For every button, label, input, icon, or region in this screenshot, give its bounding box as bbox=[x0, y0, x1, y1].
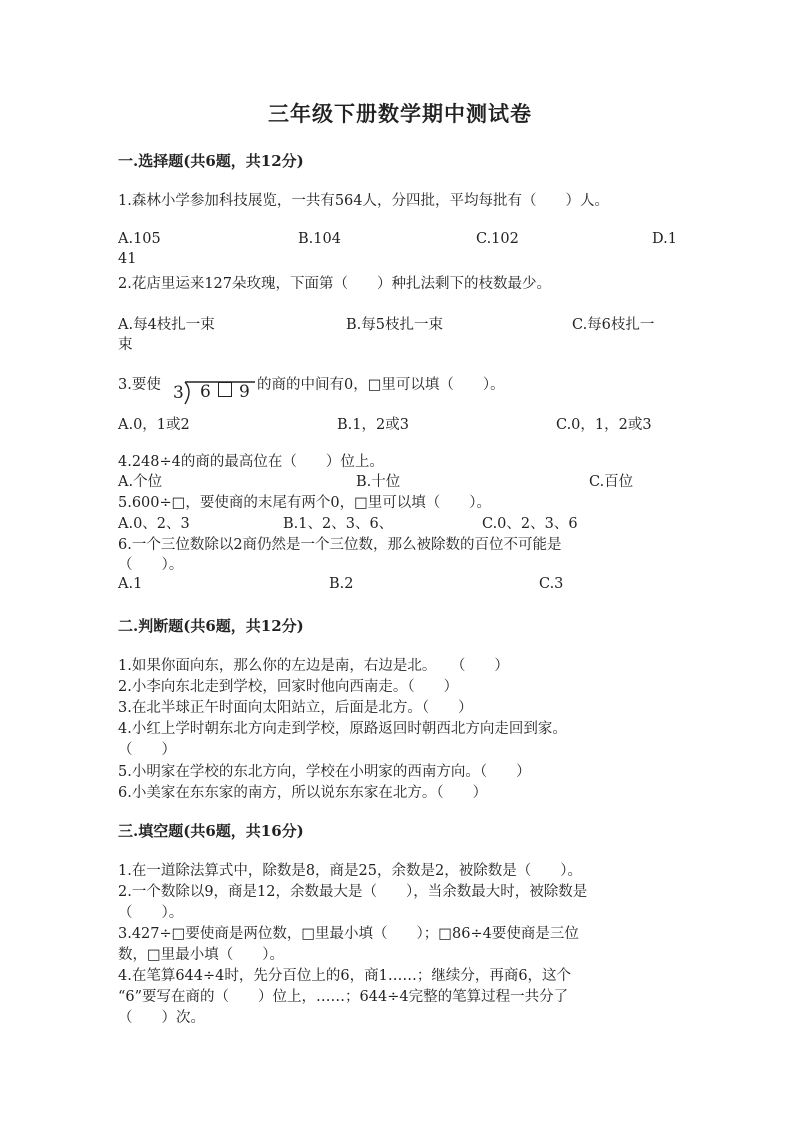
q3-option-b: B.1，2或3 bbox=[337, 417, 409, 433]
dividend-first-digit: 6 bbox=[200, 382, 211, 402]
fill-blank-line: （ ）次。 bbox=[118, 1010, 205, 1026]
q2-option-c: C.每6枝扎一 bbox=[572, 317, 655, 333]
q6-option-c: C.3 bbox=[539, 576, 564, 592]
question-3-prefix: 3.要使 bbox=[118, 377, 161, 393]
q6-option-a: A.1 bbox=[118, 576, 143, 592]
judgement-item: 6.小美家在东东家的南方，所以说东东家在北方。（ ） bbox=[118, 785, 488, 801]
judgement-item: 3.在北半球正午时面向太阳站立，后面是北方。（ ） bbox=[118, 700, 473, 716]
question-6: 6.一个三位数除以2商仍然是一个三位数，那么被除数的百位不可能是 bbox=[118, 537, 562, 553]
q4-option-b: B.十位 bbox=[356, 474, 401, 490]
fill-blank-line: 1.在一道除法算式中，除数是8，商是25，余数是2，被除数是（ ）。 bbox=[118, 863, 582, 879]
question-2: 2.花店里运来127朵玫瑰，下面第（ ）种扎法剩下的枝数最少。 bbox=[118, 276, 552, 292]
dividend-last-digit: 9 bbox=[239, 382, 250, 402]
question-3-suffix: 的商的中间有0，□里可以填（ ）。 bbox=[257, 377, 505, 393]
section-heading-choice: 一.选择题(共6题，共12分) bbox=[118, 152, 304, 170]
fill-blank-line: （ ）。 bbox=[118, 905, 184, 921]
q2-option-a: A.每4枝扎一束 bbox=[118, 317, 215, 333]
q1-option-d: D.1 bbox=[652, 231, 677, 247]
q6-option-b: B.2 bbox=[329, 576, 354, 592]
judgement-item: 1.如果你面向东，那么你的左边是南，右边是北。 （ ） bbox=[118, 658, 509, 674]
q5-option-a: A.0、2、3 bbox=[118, 516, 190, 532]
q4-option-c: C.百位 bbox=[589, 474, 634, 490]
question-1: 1.森林小学参加科技展览，一共有564人，分四批，平均每批有（ ）人。 bbox=[118, 193, 610, 209]
q2-option-c-wrap: 束 bbox=[118, 337, 133, 353]
question-4: 4.248÷4的商的最高位在（ ）位上。 bbox=[118, 454, 384, 470]
question-5: 5.600÷□，要使商的末尾有两个0，□里可以填（ ）。 bbox=[118, 495, 492, 511]
q1-option-a: A.105 bbox=[118, 231, 161, 247]
judgement-item: 4.小红上学时朝东北方向走到学校，原路返回时朝西北方向走回到家。 bbox=[118, 721, 567, 737]
section-heading-judgement: 二.判断题(共6题，共12分) bbox=[118, 617, 304, 635]
blank-box bbox=[218, 382, 232, 397]
fill-blank-line: 数，□里最小填（ ）。 bbox=[118, 947, 284, 963]
q3-option-c: C.0，1，2或3 bbox=[556, 417, 652, 433]
fill-blank-line: 3.427÷□要使商是两位数，□里最小填（ ）；□86÷4要使商是三位 bbox=[118, 926, 579, 942]
q1-option-d-wrap: 41 bbox=[118, 251, 137, 267]
fill-blank-line: “6”要写在商的（ ）位上，……；644÷4完整的笔算过程一共分了 bbox=[118, 989, 569, 1005]
long-division-figure bbox=[173, 373, 257, 407]
q2-option-b: B.每5枝扎一束 bbox=[346, 317, 443, 333]
judgement-item: 2.小李向东北走到学校，回家时他向西南走。（ ） bbox=[118, 679, 459, 695]
page-title: 三年级下册数学期中测试卷 bbox=[268, 101, 532, 126]
question-6-wrap: （ ）。 bbox=[118, 557, 184, 573]
q5-option-b: B.1、2、3、6、 bbox=[283, 516, 394, 532]
judgement-item: 5.小明家在学校的东北方向，学校在小明家的西南方向。（ ） bbox=[118, 764, 531, 780]
divisor-digit: 3 bbox=[173, 383, 184, 403]
q1-option-b: B.104 bbox=[298, 231, 341, 247]
q5-option-c: C.0、2、3、6 bbox=[482, 516, 578, 532]
fill-blank-line: 4.在笔算644÷4时，先分百位上的6，商1……；继续分，再商6，这个 bbox=[118, 968, 572, 984]
q3-option-a: A.0，1或2 bbox=[118, 417, 190, 433]
fill-blank-line: 2.一个数除以9，商是12，余数最大是（ ），当余数最大时，被除数是 bbox=[118, 884, 588, 900]
q4-option-a: A.个位 bbox=[118, 474, 163, 490]
judgement-item: （ ） bbox=[118, 742, 176, 758]
section-heading-fill-blank: 三.填空题(共6题，共16分) bbox=[118, 822, 304, 840]
q1-option-c: C.102 bbox=[476, 231, 519, 247]
